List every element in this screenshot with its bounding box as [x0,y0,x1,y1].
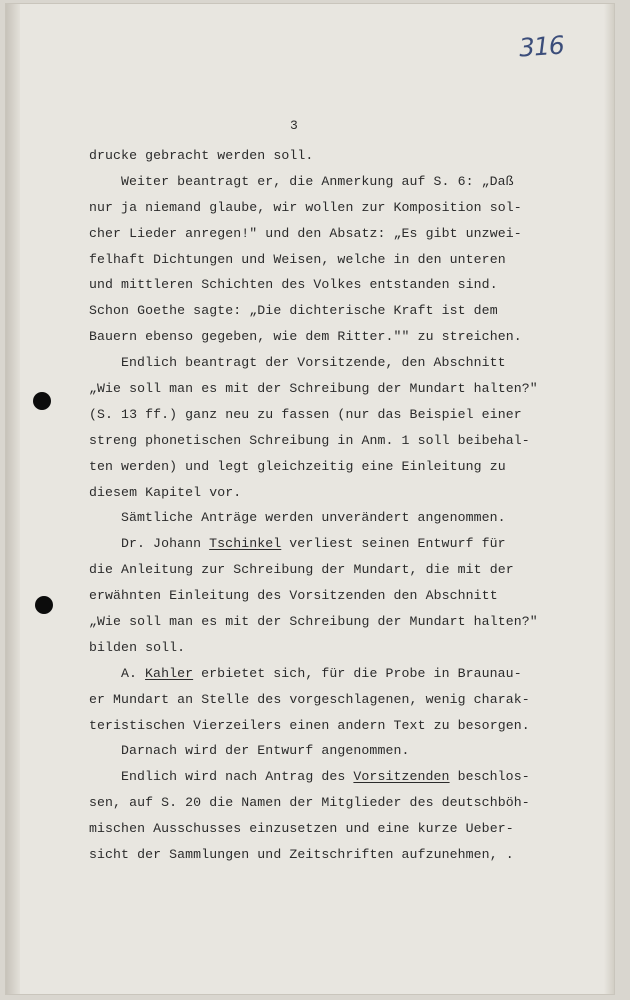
text-line [89,687,529,713]
underlined-name: Kahler [145,665,194,681]
text-run: drucke gebracht werden soll. [89,148,314,163]
underlined-name: Tschinkel [209,536,282,552]
text-line [89,480,529,506]
text-run: nur ja niemand glaube, wir wollen zur Komposition sol- [89,199,522,215]
text-run: felhaft Dichtungen und Weisen, welche in den unteren [89,251,506,267]
text-run: bilden soll. [89,639,186,655]
text-line [89,247,529,273]
page-number: 3 [290,118,298,133]
text-run: „Wie soll man es mit der Schreibung der Mundart halten?" [89,614,538,630]
text-run: Endlich wird nach Antrag des [121,769,354,785]
text-line [89,402,529,428]
text-run: die Anleitung zur Schreibung der Mundart, die mit der [89,562,514,578]
text-run: diesem Kapitel vor. [89,484,242,500]
text-run: sen, auf S. 20 die Namen der Mitglieder des deutschböh- [89,795,530,811]
text-run: und mittleren Schichten des Volkes entstanden sind. [89,277,498,293]
text-line [89,531,529,557]
text-run: A. [121,665,146,681]
page-edge [604,4,614,994]
text-line [89,169,529,195]
typewritten-body [89,143,538,868]
text-run: Darnach wird der Entwurf angenommen. [121,743,410,759]
text-run: cher Lieder anregen!" und den Absatz: „Es gibt unzwei- [89,225,522,241]
text-line [89,609,538,635]
document-page [6,4,614,994]
text-run: teristischen Vierzeilers einen andern Text zu besorgen. [89,717,530,733]
text-line [89,661,529,687]
underlined-name: Vorsitzenden [353,769,450,785]
text-line [89,454,529,480]
text-run: erbietet sich, für die Probe in Braunau- [193,665,522,681]
punch-hole [35,596,53,614]
text-line [89,272,529,298]
text-run: verliest seinen Entwurf für [281,536,506,552]
text-line [89,505,529,531]
punch-hole [33,392,51,410]
text-run: Weiter beantragt er, die Anmerkung auf S. 6: „Daß [121,173,514,189]
binding-fold [6,4,20,994]
text-run: sicht der Sammlungen und Zeitschriften aufzunehmen, . [89,847,514,863]
text-run: Bauern ebenso gegeben, wie dem Ritter."" zu streichen. [89,329,522,345]
text-line [89,738,529,764]
text-run: er Mundart an Stelle des vorgeschlagenen, wenig charak- [89,691,530,707]
text-line [89,221,529,247]
text-line [89,143,529,169]
text-run: Dr. Johann [121,536,210,552]
text-run: Endlich beantragt der Vorsitzende, den Abschnitt [121,355,506,371]
text-line [89,790,529,816]
text-line [89,713,529,739]
text-line [89,842,529,868]
text-run: (S. 13 ff.) ganz neu zu fassen (nur das Beispiel einer [89,406,522,422]
text-run: beschlos- [449,769,530,785]
text-run: ten werden) und legt gleichzeitig eine Einleitung zu [89,458,506,474]
text-line [89,350,529,376]
text-line [89,557,529,583]
text-line [89,635,529,661]
text-line [89,298,529,324]
text-run: Sämtliche Anträge werden unverändert angenommen. [121,510,506,526]
text-line [89,764,529,790]
text-run: „Wie soll man es mit der Schreibung der Mundart halten?" [89,381,538,397]
text-run: erwähnten Einleitung des Vorsitzenden den Abschnitt [89,588,498,604]
text-run: mischen Ausschusses einzusetzen und eine kurze Ueber- [89,821,514,837]
text-line [89,324,529,350]
text-line [89,583,529,609]
handwritten-folio-number: 316 [518,30,565,63]
text-line [89,816,529,842]
text-run: streng phonetischen Schreibung in Anm. 1 soll beibehal- [89,432,530,448]
text-run: Schon Goethe sagte: „Die dichterische Kraft ist dem [89,303,498,319]
text-line [89,195,529,221]
text-line [89,428,529,454]
text-line [89,376,538,402]
